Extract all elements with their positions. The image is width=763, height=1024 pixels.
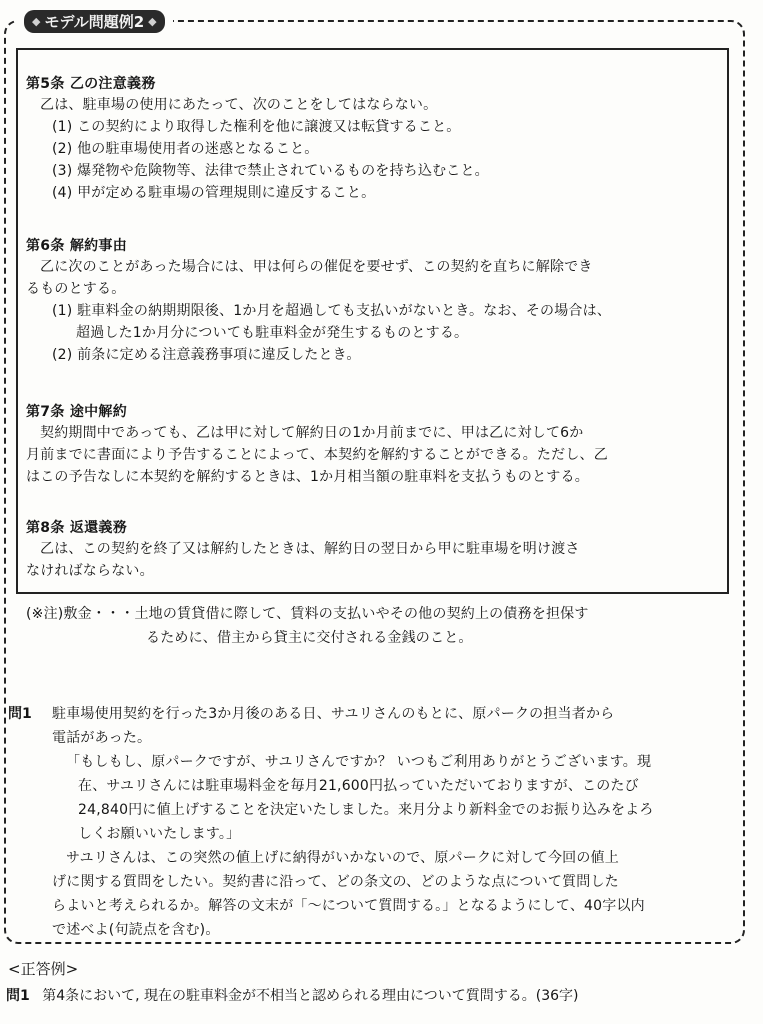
- article-line: (1) 駐車料金の納期期限後、1か月を超過しても支払いがないとき。なお、その場合は、: [52, 303, 612, 319]
- article-title: 第7条 途中解約: [26, 404, 128, 420]
- article-title: 第8条 返還義務: [26, 520, 128, 536]
- article-line: 月前までに書面により予告することによって、本契約を解約することができる。ただし、乙: [26, 447, 608, 463]
- answer-number: 問1: [6, 988, 30, 1004]
- question-line: で述べよ(句読点を含む)。: [52, 922, 220, 938]
- answer-text: 第4条において, 現在の駐車料金が不相当と認められる理由について質問する。(36字): [42, 988, 579, 1004]
- footnote: [26, 602, 726, 650]
- question-line: 24,840円に値上げすることを決定いたしました。来月分より新料金でのお振り込みをよろ: [78, 802, 654, 818]
- article-line: (1) この契約により取得した権利を他に譲渡又は転貸すること。: [52, 119, 461, 135]
- answer-heading: <正答例>: [8, 960, 79, 978]
- article-5: [26, 74, 726, 204]
- section-label: [16, 8, 173, 34]
- footnote-line: るために、借主から貸主に交付される金銭のこと。: [146, 630, 473, 646]
- article-6: [26, 236, 726, 366]
- question-line: 駐車場使用契約を行った3か月後のある日、サユリさんのもとに、原パークの担当者から: [52, 706, 615, 722]
- article-line: (2) 前条に定める注意義務事項に違反したとき。: [52, 347, 361, 363]
- diamond-icon: ◆: [148, 14, 157, 28]
- section-label-pill: [24, 10, 165, 33]
- question-line: 「もしもし、原パークですが、サユリさんですか？ いつもご利用ありがとうございます。現: [66, 754, 652, 770]
- question-line: 在、サユリさんには駐車場料金を毎月21,600円払っていただいておりますが、このたび: [78, 778, 639, 794]
- article-line: 乙は、駐車場の使用にあたって、次のことをしてはならない。: [40, 97, 438, 113]
- question-block: [8, 702, 748, 942]
- answer-line: [6, 984, 578, 1008]
- article-line: (3) 爆発物や危険物等、法律で禁止されているものを持ち込むこと。: [52, 163, 489, 179]
- article-title: 第6条 解約事由: [26, 238, 128, 254]
- article-line: はこの予告なしに本契約を解約するときは、1か月相当額の駐車料を支払うものとする。: [26, 469, 589, 485]
- footnote-line: (※注)敷金・・・土地の賃貸借に際して、賃料の支払いやその他の契約上の債務を担保す: [26, 606, 589, 622]
- question-line: げに関する質問をしたい。契約書に沿って、どの条文の、どのような点について質問した: [52, 874, 619, 890]
- article-line: なければならない。: [26, 563, 154, 579]
- question-line: サユリさんは、この突然の値上げに納得がいかないので、原パークに対して今回の値上: [66, 850, 619, 866]
- question-line: 電話があった。: [52, 730, 152, 746]
- article-line: 乙は、この契約を終了又は解約したときは、解約日の翌日から甲に駐車場を明け渡さ: [40, 541, 580, 557]
- article-8: [26, 518, 726, 582]
- article-line: 乙に次のことがあった場合には、甲は何らの催促を要せず、この契約を直ちに解除でき: [40, 259, 593, 275]
- question-line: らよいと考えられるか。解答の文末が「〜について質問する。」となるようにして、40字以内: [52, 898, 645, 914]
- article-line: 超過した1か月分についても駐車料金が発生するものとする。: [76, 325, 469, 341]
- article-line: るものとする。: [26, 281, 126, 297]
- question-number: 問1: [8, 706, 32, 722]
- article-7: [26, 402, 726, 488]
- article-line: (2) 他の駐車場使用者の迷惑となること。: [52, 141, 319, 157]
- article-title: 第5条 乙の注意義務: [26, 76, 156, 92]
- diamond-icon: ◆: [32, 14, 41, 28]
- section-label-text: モデル問題例2: [44, 12, 145, 31]
- question-body: [52, 702, 654, 942]
- question-1: [8, 702, 748, 942]
- article-line: 契約期間中であっても、乙は甲に対して解約日の1か月前までに、甲は乙に対して6か: [40, 425, 584, 441]
- article-line: (4) 甲が定める駐車場の管理規則に違反すること。: [52, 185, 376, 201]
- question-line: しくお願いいたします。」: [78, 826, 241, 842]
